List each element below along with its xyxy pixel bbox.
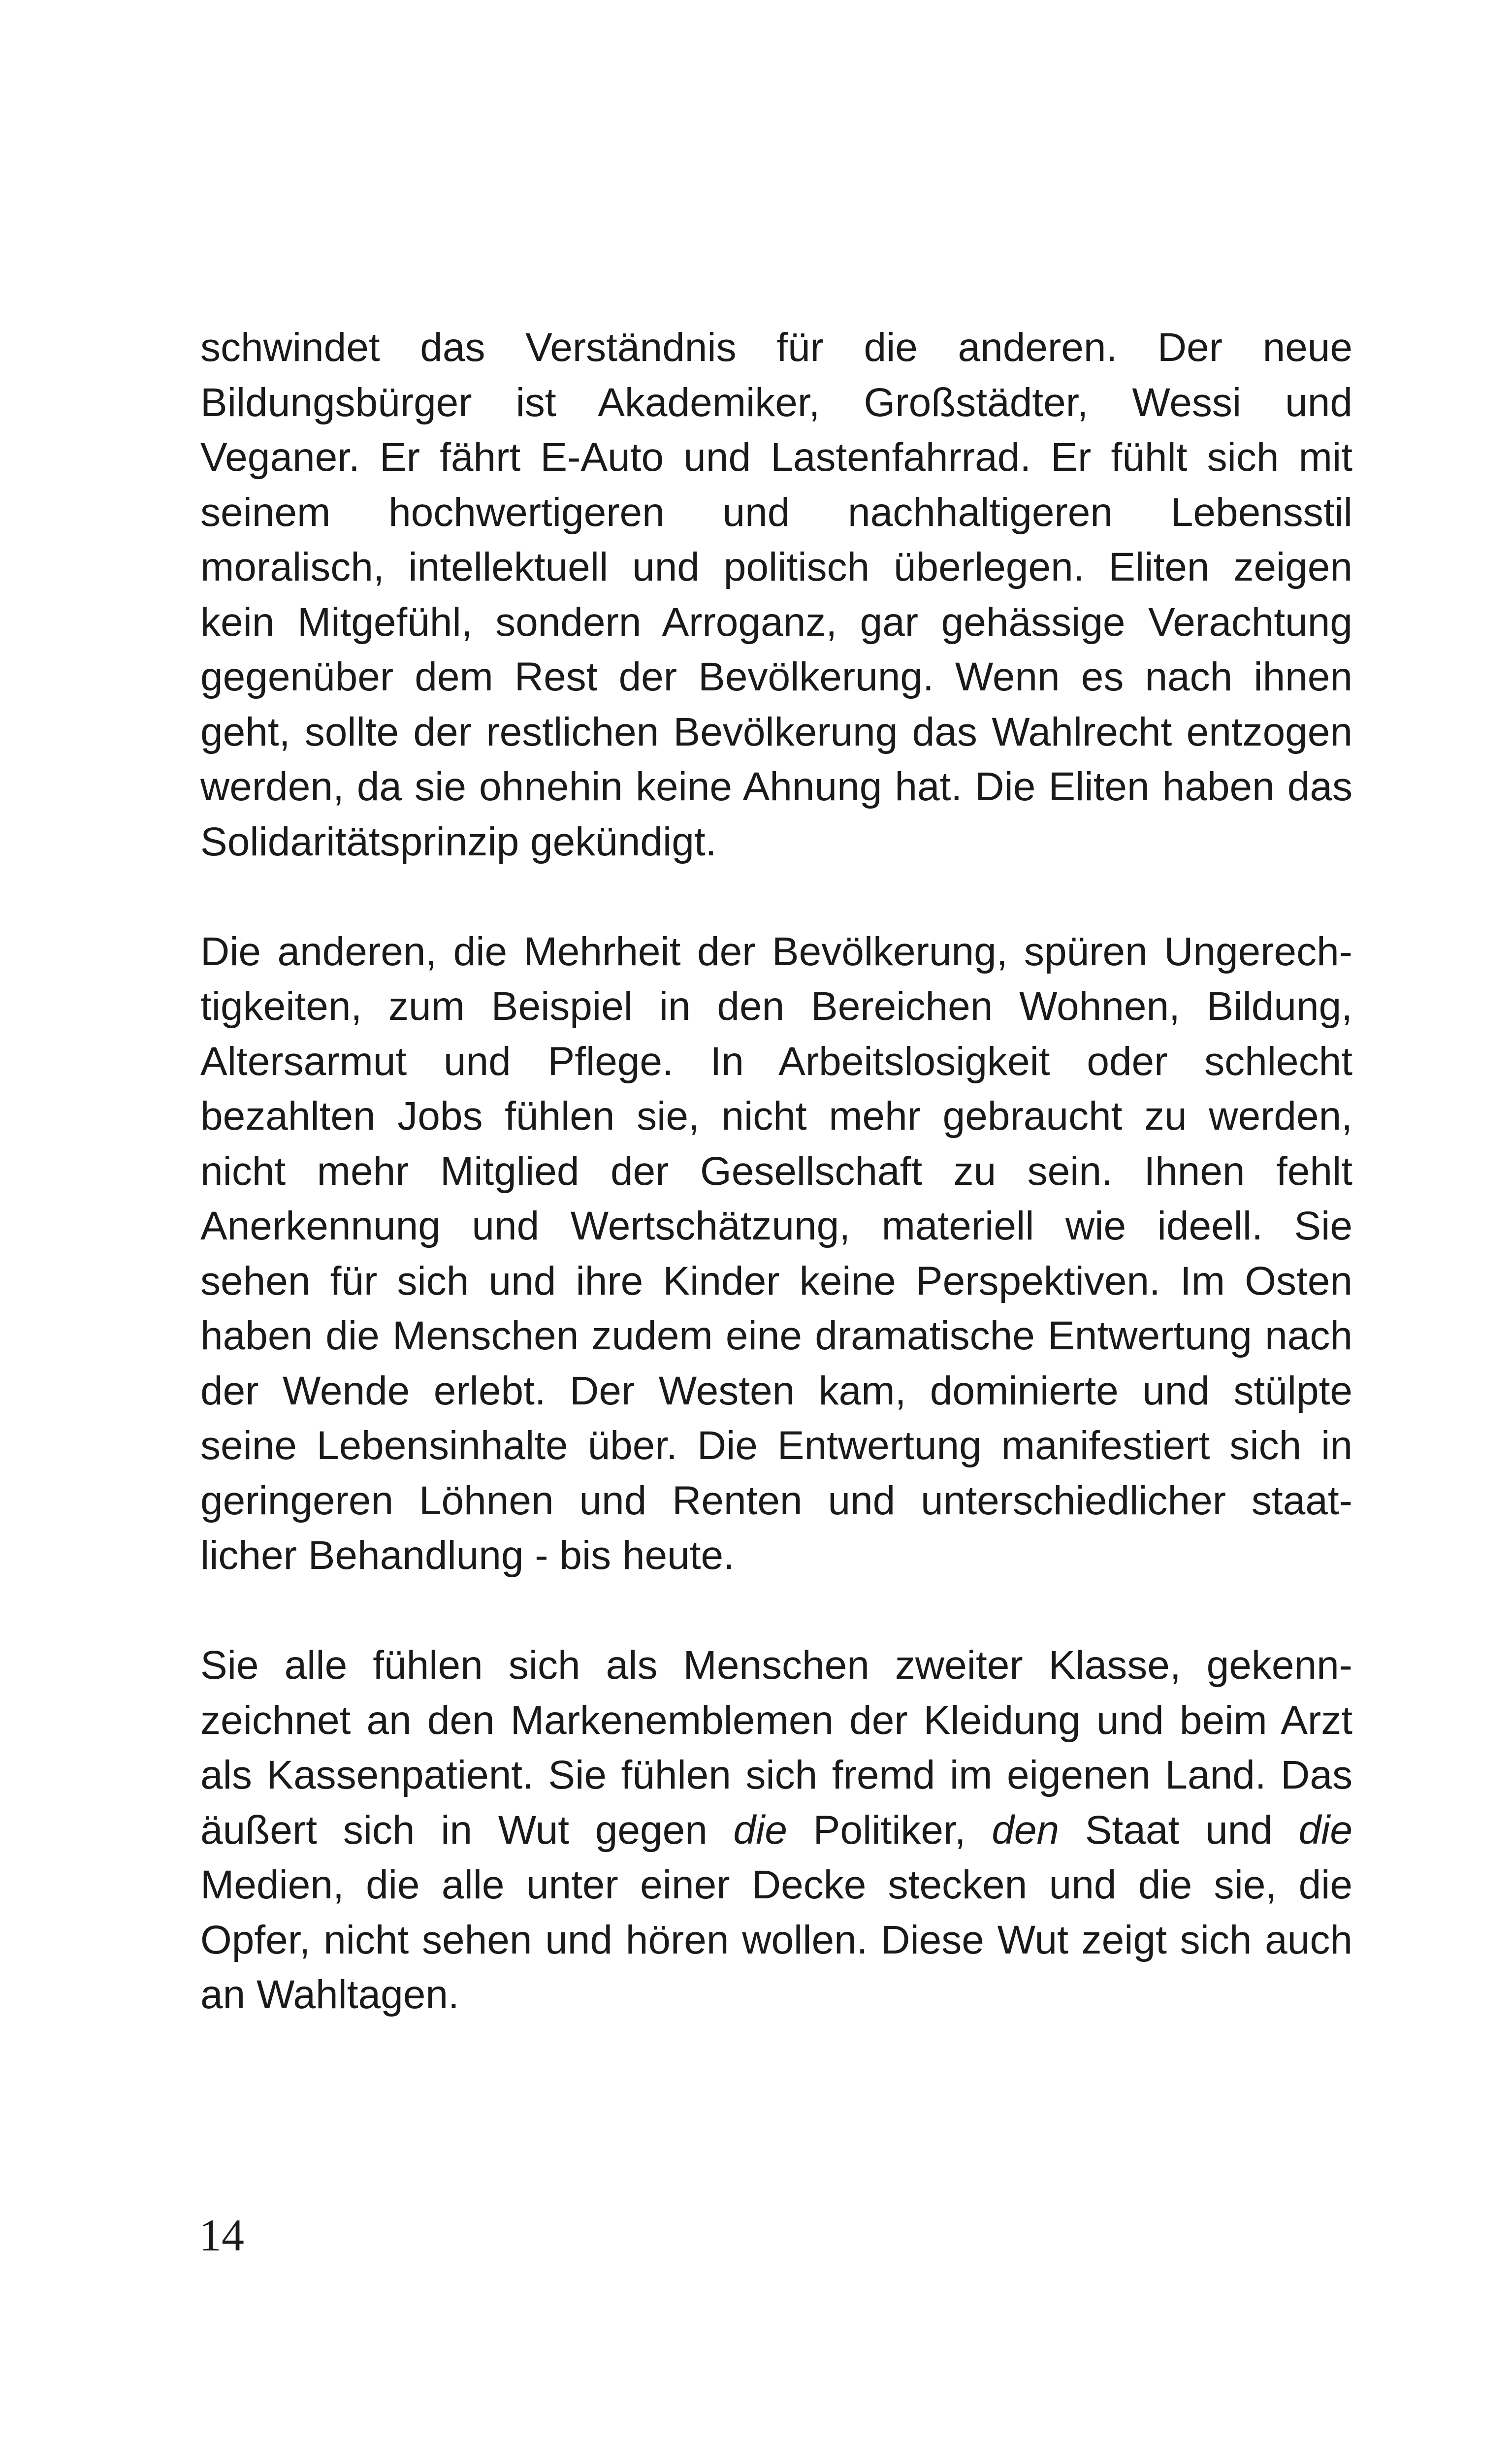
text-line: gegenüber dem Rest der Bevölkerung. Wenn es nach ihnen: [200, 654, 1352, 699]
text-line: Sie alle fühlen sich als Menschen zweiter Klasse, gekenn-: [200, 1643, 1352, 1688]
text-line: Solidaritätsprinzip gekündigt.: [200, 819, 717, 864]
text-line: Die anderen, die Mehrheit der Bevölkerung, spüren Ungerech-: [200, 929, 1352, 974]
text-line: geringeren Löhnen und Renten und unterschiedlicher staat-: [200, 1478, 1352, 1523]
text-line: licher Behandlung - bis heute.: [200, 1533, 735, 1578]
emphasized-text: die: [733, 1807, 787, 1853]
text-line: Bildungsbürger ist Akademiker, Großstädter, Wessi und: [200, 380, 1352, 425]
text-line: nicht mehr Mitglied der Gesellschaft zu sein. Ihnen fehlt: [200, 1148, 1352, 1194]
text-run: Politiker,: [787, 1807, 992, 1853]
text-line: geht, sollte der restlichen Bevölkerung das Wahlrecht entzogen: [200, 709, 1352, 754]
text-line: Opfer, nicht sehen und hören wollen. Diese Wut zeigt sich auch: [200, 1917, 1352, 1962]
page-number: 14: [199, 2210, 244, 2260]
text-line: sehen für sich und ihre Kinder keine Perspektiven. Im Osten: [200, 1258, 1352, 1303]
text-line: werden, da sie ohnehin keine Ahnung hat. Die Eliten haben das: [200, 764, 1352, 809]
text-line: der Wende erlebt. Der Westen kam, dominierte und stülpte: [200, 1368, 1352, 1413]
text-line: an Wahltagen.: [200, 1972, 459, 2017]
text-line: Altersarmut und Pflege. In Arbeitslosigkeit oder schlecht: [200, 1039, 1352, 1084]
text-line: seine Lebensinhalte über. Die Entwertung manifestiert sich in: [200, 1423, 1352, 1468]
body-text: [200, 320, 1352, 2077]
paragraph-3: [200, 1638, 1352, 2022]
text-line: tigkeiten, zum Beispiel in den Bereichen Wohnen, Bildung,: [200, 984, 1352, 1029]
text-line: zeichnet an den Markenemblemen der Kleidung und beim Arzt: [200, 1697, 1352, 1743]
text-line: Veganer. Er fährt E-Auto und Lastenfahrrad. Er fühlt sich mit: [200, 435, 1352, 480]
text-line: moralisch, intellektuell und politisch überlegen. Eliten zeigen: [200, 545, 1352, 589]
text-line: als Kassenpatient. Sie fühlen sich fremd im eigenen Land. Das: [200, 1753, 1352, 1797]
text-line: haben die Menschen zudem eine dramatische Entwertung nach: [200, 1313, 1352, 1358]
text-run: äußert sich in Wut gegen: [200, 1807, 734, 1853]
text-line: seinem hochwertigeren und nachhaltigeren Lebensstil: [200, 489, 1352, 535]
text-line: bezahlten Jobs fühlen sie, nicht mehr gebraucht zu werden,: [200, 1094, 1352, 1139]
text-line: Medien, die alle unter einer Decke stecken und die sie, die: [200, 1862, 1352, 1907]
text-line: Anerkennung und Wertschätzung, materiell wie ideell. Sie: [200, 1204, 1352, 1248]
paragraph-1: [200, 320, 1352, 869]
text-line: kein Mitgefühl, sondern Arroganz, gar gehässige Verachtung: [200, 599, 1352, 645]
emphasized-text: die: [1298, 1807, 1352, 1853]
paragraph-2: [200, 924, 1352, 1583]
emphasized-text: den: [992, 1807, 1060, 1853]
text-line: schwindet das Verständnis für die anderen. Der neue: [200, 325, 1352, 370]
text-line: [200, 1803, 1352, 1858]
text-run: Staat und: [1059, 1807, 1299, 1853]
